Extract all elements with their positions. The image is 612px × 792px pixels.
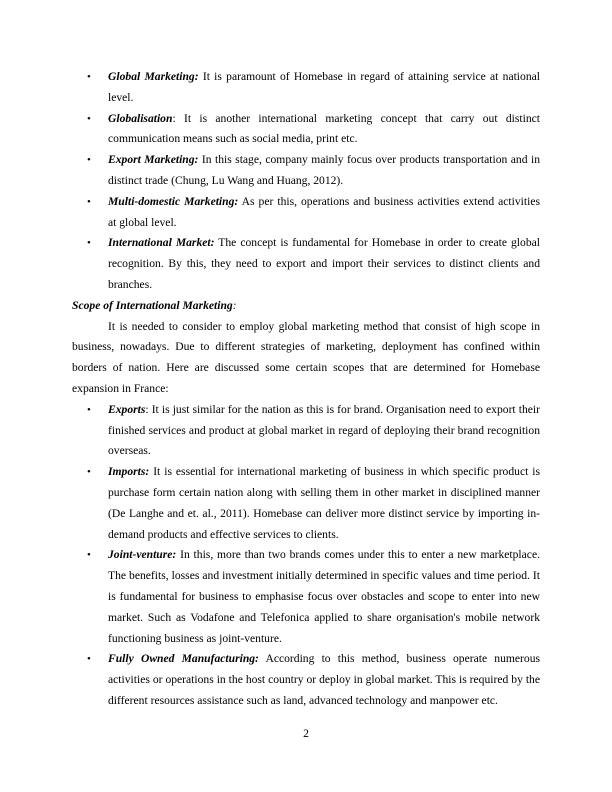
section-paragraph: It is needed to consider to employ global marketing method that consist of high scope in business, nowadays. Due to different strategies of marketing, deployment has confined within borders of nation. Here are discussed some certain scopes that are determined for Homebase expansion in France: [72, 319, 540, 395]
section-heading-suffix: : [232, 298, 237, 312]
list-item [72, 67, 540, 109]
list-item [72, 150, 540, 192]
bullet-icon: • [87, 549, 91, 562]
bullet-text: It is essential for international marketing of business in which specific product is purchase form certain nation along with selling them in other market in disciplined manner (De Langhe and et. al., 2011). Homebase can deliver more distinct service by importing in-demand products and effective services to clients. [108, 465, 540, 541]
intro-bullet-list [72, 67, 540, 296]
bullet-term: Multi-domestic Marketing: [108, 194, 239, 208]
bullet-icon: • [87, 154, 91, 167]
document-page [72, 67, 540, 712]
bullet-term: Global Marketing: [108, 70, 199, 83]
bullet-text: As per this, operations and business activities extend activities at global level. [108, 194, 540, 229]
section-heading [72, 296, 540, 317]
bullet-text: It is just similar for the nation as this is for brand. Organisation need to export their finished services and product at global market in regard of deploying their brand recognition overseas. [108, 402, 540, 458]
bullet-icon: • [87, 237, 91, 250]
bullet-separator: : [172, 111, 176, 125]
list-item [72, 649, 540, 711]
bullet-text: In this stage, company mainly focus over products transportation and in distinct trade (Chung, Lu Wang and Huang, 2012). [108, 153, 540, 187]
list-item [72, 462, 540, 545]
bullet-text: It is another international marketing concept that carry out distinct communication means such as social media, print etc. [108, 111, 540, 146]
bullet-text: According to this method, business operate numerous activities or operations in the host country or deploy in global market. This is required by the different resources assistance such as land, advanced technology and manpower etc. [108, 652, 541, 707]
bullet-icon: • [87, 112, 91, 125]
bullet-term: Exports [108, 402, 146, 416]
bullet-term: Joint-venture: [108, 548, 177, 562]
list-item [72, 109, 540, 151]
bullet-text: The concept is fundamental for Homebase in order to create global recognition. By this, they need to export and import their services to distinct clients and branches. [108, 236, 540, 291]
bullet-separator: : [145, 402, 149, 416]
list-item [72, 400, 540, 462]
page-number: 2 [303, 727, 309, 740]
bullet-icon: • [87, 653, 91, 666]
bullet-term: Fully Owned Manufacturing: [108, 652, 259, 666]
list-item [72, 545, 540, 649]
list-item [72, 233, 540, 295]
bullet-text: In this, more than two brands comes under this to enter a new marketplace. The benefits, losses and investment initially determined in specific values and time period. It is fundamental for business to emphasise focus over obstacles and scope to enter into new market. Such as Vodafone and Telefonica applied to share organisation's mobile network functioning business as joint-venture. [108, 548, 540, 645]
bullet-icon: • [87, 403, 91, 416]
section-heading-text: Scope of International Marketing [72, 298, 233, 312]
list-item [72, 192, 540, 234]
bullet-text: It is paramount of Homebase in regard of attaining service at national level. [108, 70, 540, 104]
bullet-term: Export Marketing: [108, 153, 199, 167]
bullet-term: International Market: [108, 236, 215, 250]
bullet-term: Imports: [108, 465, 150, 479]
bullet-icon: • [87, 71, 91, 83]
scope-bullet-list [72, 400, 540, 712]
bullet-icon: • [87, 466, 91, 479]
bullet-icon: • [87, 195, 91, 208]
bullet-term: Globalisation [108, 111, 173, 125]
